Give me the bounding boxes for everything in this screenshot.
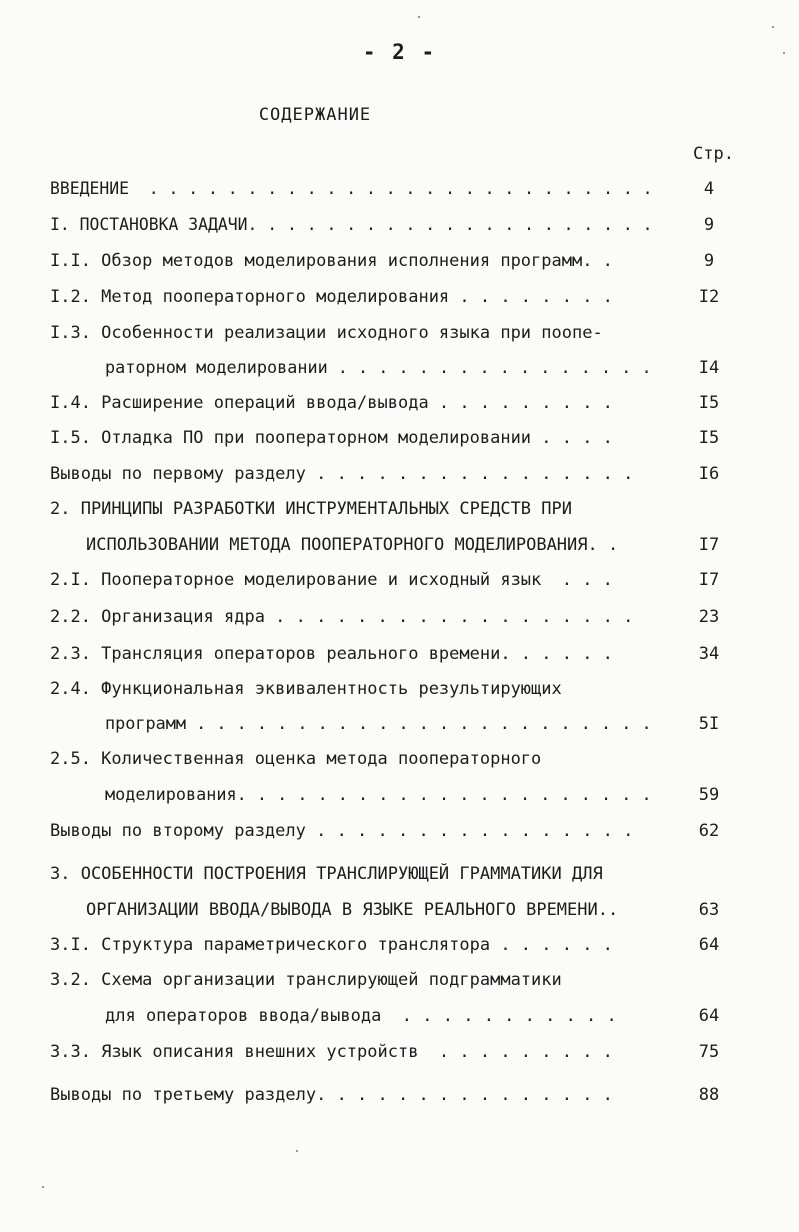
toc-entry-text: ВВЕДЕНИЕ . . . . . . . . . . . . . . . . . . . . . . . . . . xyxy=(50,179,653,199)
toc-title: СОДЕРЖАНИЕ xyxy=(258,105,372,125)
scan-speck xyxy=(783,52,785,54)
toc-entry xyxy=(0,461,720,487)
toc-entry xyxy=(0,1082,720,1108)
toc-entry xyxy=(0,1039,720,1065)
toc-entry xyxy=(0,746,542,772)
toc-entry xyxy=(0,604,720,630)
toc-entry-page: 59 xyxy=(698,785,720,805)
toc-entry-text: 2.2. Организация ядра . . . . . . . . . . . . . . . . . . xyxy=(50,607,634,627)
toc-entry-text: 3.3. Язык описания внешних устройств . . . . . . . . . xyxy=(50,1042,613,1062)
toc-entry-text: Выводы по третьему разделу. . . . . . . . . . . . . . . xyxy=(50,1085,613,1105)
toc-entry-page: 62 xyxy=(698,821,720,841)
toc-entry-text: 2. ПРИНЦИПЫ РАЗРАБОТКИ ИНСТРУМЕНТАЛЬНЫХ СРЕДСТВ ПРИ xyxy=(50,499,572,519)
toc-entry-page: 64 xyxy=(698,1006,720,1026)
scan-speck xyxy=(418,16,420,18)
toc-entry-text: ОРГАНИЗАЦИИ ВВОДА/ВЫВОДА В ЯЗЫКЕ РЕАЛЬНОГО ВРЕМЕНИ.. xyxy=(86,900,619,920)
toc-entry-text: 3.2. Схема организации транслирующей подграмматики xyxy=(50,970,562,990)
toc-entry-text: 3.I. Структура параметрического транслятора . . . . . . xyxy=(50,935,613,955)
toc-entry-page: 9 xyxy=(703,215,715,235)
toc-entry-text: I. ПОСТАНОВКА ЗАДАЧИ. . . . . . . . . . . . . . . . . . . . . xyxy=(50,215,653,235)
toc-entry xyxy=(0,967,562,993)
toc-entry xyxy=(0,782,720,808)
toc-entry-text: Выводы по первому разделу . . . . . . . . . . . . . . . . xyxy=(50,464,634,484)
toc-entry-page: 34 xyxy=(698,644,720,664)
scan-speck xyxy=(42,1186,44,1188)
toc-entry xyxy=(0,818,720,844)
toc-entry xyxy=(0,676,562,702)
toc-entry-text: Выводы по второму разделу . . . . . . . . . . . . . . . . xyxy=(50,821,634,841)
page-column-label: Стр. xyxy=(693,144,734,164)
toc-entry-text: 3. ОСОБЕННОСТИ ПОСТРОЕНИЯ ТРАНСЛИРУЮЩЕЙ ГРАММАТИКИ ДЛЯ xyxy=(50,864,603,884)
toc-entry xyxy=(0,212,715,238)
toc-entry-page: I4 xyxy=(698,358,720,378)
scan-speck xyxy=(772,26,774,28)
toc-entry-text: 2.3. Трансляция операторов реального времени. . . . . . xyxy=(50,644,613,664)
toc-entry-page: 23 xyxy=(698,607,720,627)
toc-entry-page: 88 xyxy=(698,1085,720,1105)
toc-entry-text: I.3. Особенности реализации исходного языка при поопе- xyxy=(50,323,603,343)
toc-entry xyxy=(0,284,720,310)
toc-entry-page: I5 xyxy=(698,393,720,413)
toc-entry-text: I.2. Метод пооператорного моделирования . . . . . . . . xyxy=(50,287,613,307)
toc-entry xyxy=(0,532,720,558)
toc-entry xyxy=(0,897,720,923)
toc-entry-page: I6 xyxy=(698,464,720,484)
toc-entry xyxy=(0,248,715,274)
toc-entry-text: раторном моделировании . . . . . . . . . . . . . . . . xyxy=(105,358,652,378)
toc-entry-text: для операторов ввода/вывода . . . . . . . . . . . xyxy=(105,1006,617,1026)
scan-speck xyxy=(296,1150,298,1152)
toc-entry xyxy=(0,355,720,381)
toc-entry-page: 9 xyxy=(703,251,715,271)
toc-entry-text: I.4. Расширение операций ввода/вывода . . . . . . . . . xyxy=(50,393,613,413)
toc-entry-text: программ . . . . . . . . . . . . . . . . . . . . . . . xyxy=(105,714,652,734)
toc-entry xyxy=(0,320,603,346)
toc-entry-page: I7 xyxy=(698,535,720,555)
toc-entry-text: I.I. Обзор методов моделирования исполнения программ. . xyxy=(50,251,613,271)
toc-entry xyxy=(0,711,720,737)
toc-entry-text: моделирования. . . . . . . . . . . . . . . . . . . . . xyxy=(105,785,652,805)
toc-entry-page: I7 xyxy=(698,570,720,590)
toc-entry-page: I2 xyxy=(698,287,720,307)
toc-entry-text: ИСПОЛЬЗОВАНИИ МЕТОДА ПООПЕРАТОРНОГО МОДЕЛИРОВАНИЯ. . xyxy=(86,535,619,555)
toc-entry-text: 2.4. Функциональная эквивалентность результирующих xyxy=(50,679,562,699)
toc-entry-page: 75 xyxy=(698,1042,720,1062)
toc-entry xyxy=(0,932,720,958)
toc-entry xyxy=(0,641,720,667)
toc-entry xyxy=(0,390,720,416)
toc-entry-text: 2.I. Пооператорное моделирование и исходный язык . . . xyxy=(50,570,613,590)
toc-entry-page: 4 xyxy=(703,179,715,199)
toc-entry-page: 5I xyxy=(698,714,720,734)
page-number: - 2 - xyxy=(362,40,437,64)
toc-entry xyxy=(0,176,715,202)
toc-entry xyxy=(0,1003,720,1029)
toc-entry-page: 64 xyxy=(698,935,720,955)
toc-entry xyxy=(0,496,572,522)
toc-entry-text: I.5. Отладка ПО при пооператорном моделировании . . . . xyxy=(50,428,613,448)
toc-entry xyxy=(0,861,603,887)
toc-entry-page: 63 xyxy=(698,900,720,920)
toc-entry xyxy=(0,567,720,593)
toc-entry xyxy=(0,425,720,451)
toc-entry-text: 2.5. Количественная оценка метода пооператорного xyxy=(50,749,542,769)
toc-entry-page: I5 xyxy=(698,428,720,448)
